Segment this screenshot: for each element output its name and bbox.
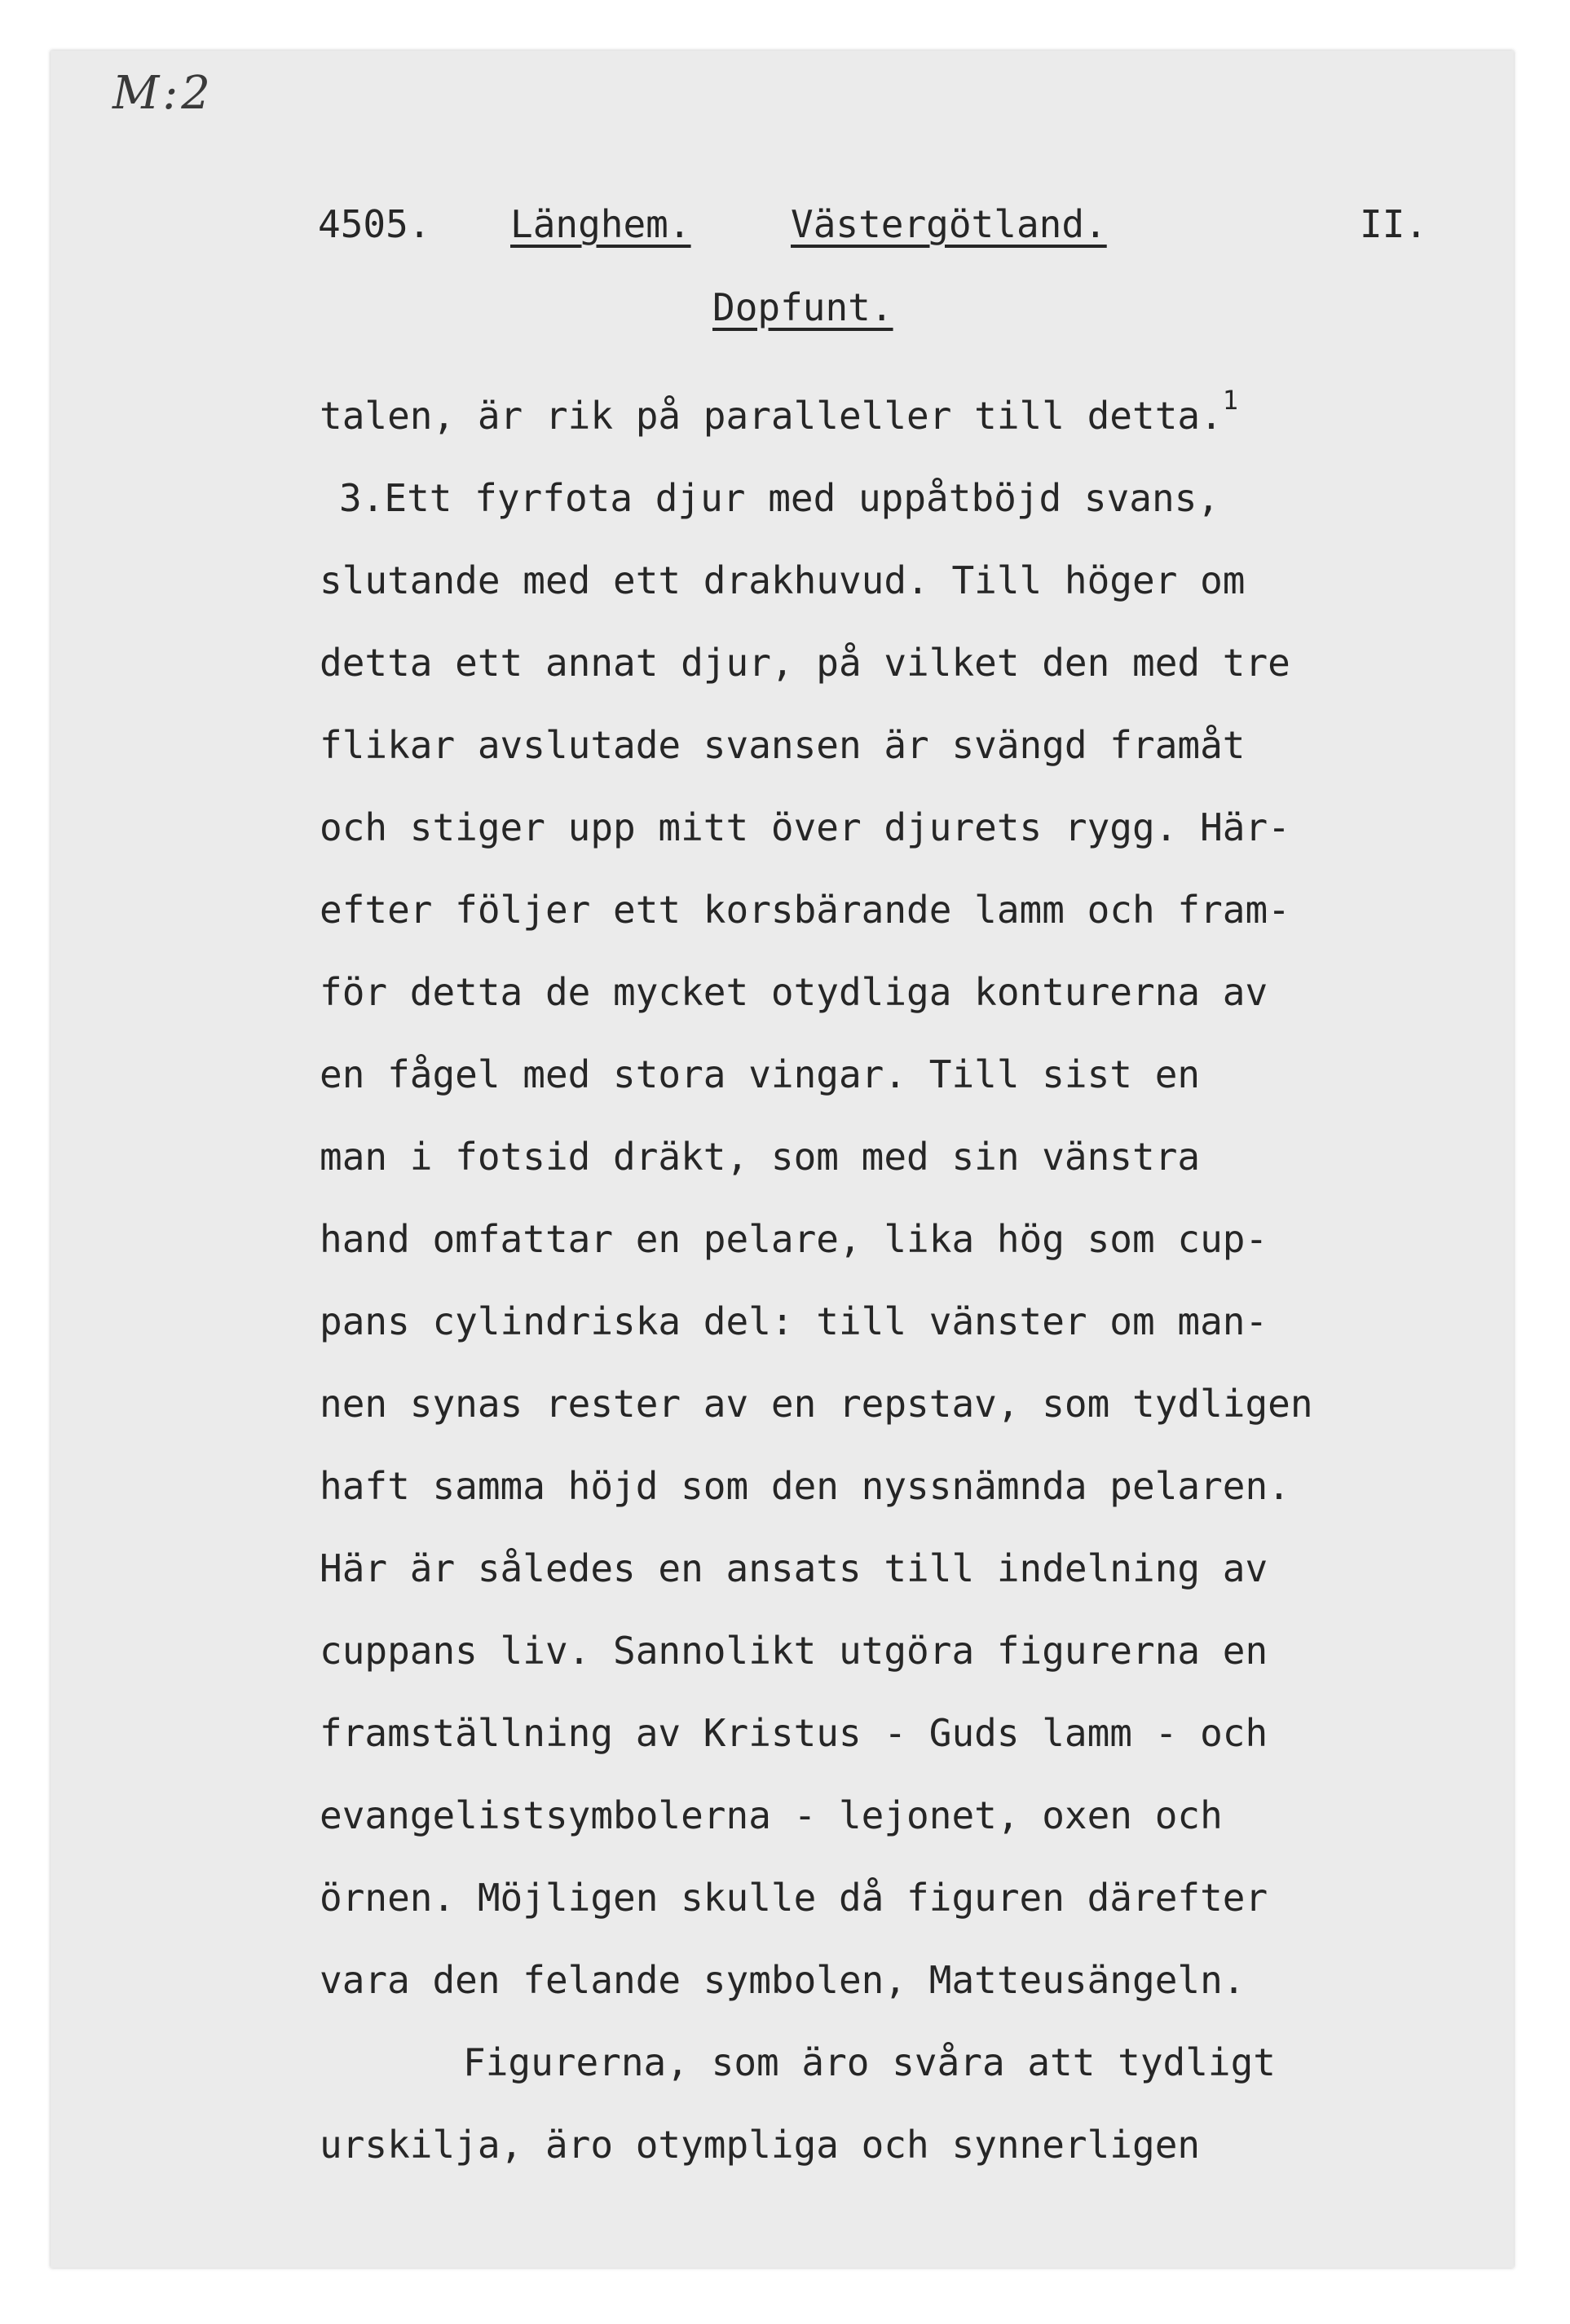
text-line: örnen. Möjligen skulle då figuren därefter <box>320 1876 1268 1920</box>
body-text <box>320 375 1493 2186</box>
archive-mark: M:2 <box>112 67 214 120</box>
text-line: talen, är rik på paralleller till detta.$^1$ <box>320 385 1239 438</box>
text-line: 3.Ett fyrfota djur med uppåtböjd svans, <box>339 476 1220 520</box>
text-line: pans cylindriska del: till vänster om man- <box>320 1299 1268 1343</box>
text-line: flikar avslutade svansen är svängd framåt <box>320 723 1246 767</box>
page-number: II. <box>1360 202 1428 246</box>
text-line: detta ett annat djur, på vilket den med tre <box>320 641 1290 685</box>
text-line: Figurerna, som äro svåra att tydligt <box>463 2040 1276 2084</box>
text-line: nen synas rester av en repstav, som tydligen <box>320 1382 1313 1426</box>
document-subtitle: Dopfunt. <box>712 285 893 329</box>
text-line: cuppans liv. Sannolikt utgöra figurerna en <box>320 1629 1268 1673</box>
text-line: för detta de mycket otydliga konturerna av <box>320 970 1268 1014</box>
text-line: vara den felande symbolen, Matteusängeln. <box>320 1958 1246 2002</box>
catalog-number: 4505. <box>318 202 431 246</box>
text-line: man i fotsid dräkt, som med sin vänstra <box>320 1135 1201 1179</box>
place-name: Länghem. <box>510 202 691 246</box>
footnote-marker: 1 <box>1222 385 1239 416</box>
text-line: en fågel med stora vingar. Till sist en <box>320 1052 1201 1096</box>
text-line: framställning av Kristus - Guds lamm - och <box>320 1711 1268 1755</box>
text-line: hand omfattar en pelare, lika hög som cup- <box>320 1217 1268 1261</box>
text-line: urskilja, äro otympliga och synnerligen <box>320 2123 1201 2167</box>
document-header <box>0 202 1570 259</box>
text-line: efter följer ett korsbärande lamm och fram- <box>320 888 1290 932</box>
text-line: Här är således en ansats till indelning av <box>320 1546 1268 1590</box>
region-name: Västergötland. <box>791 202 1107 246</box>
text-line: evangelistsymbolerna - lejonet, oxen och <box>320 1793 1223 1837</box>
text-line: och stiger upp mitt över djurets rygg. Här- <box>320 805 1290 849</box>
text-line: slutande med ett drakhuvud. Till höger om <box>320 558 1246 602</box>
text-line: haft samma höjd som den nyssnämnda pelaren. <box>320 1464 1290 1508</box>
